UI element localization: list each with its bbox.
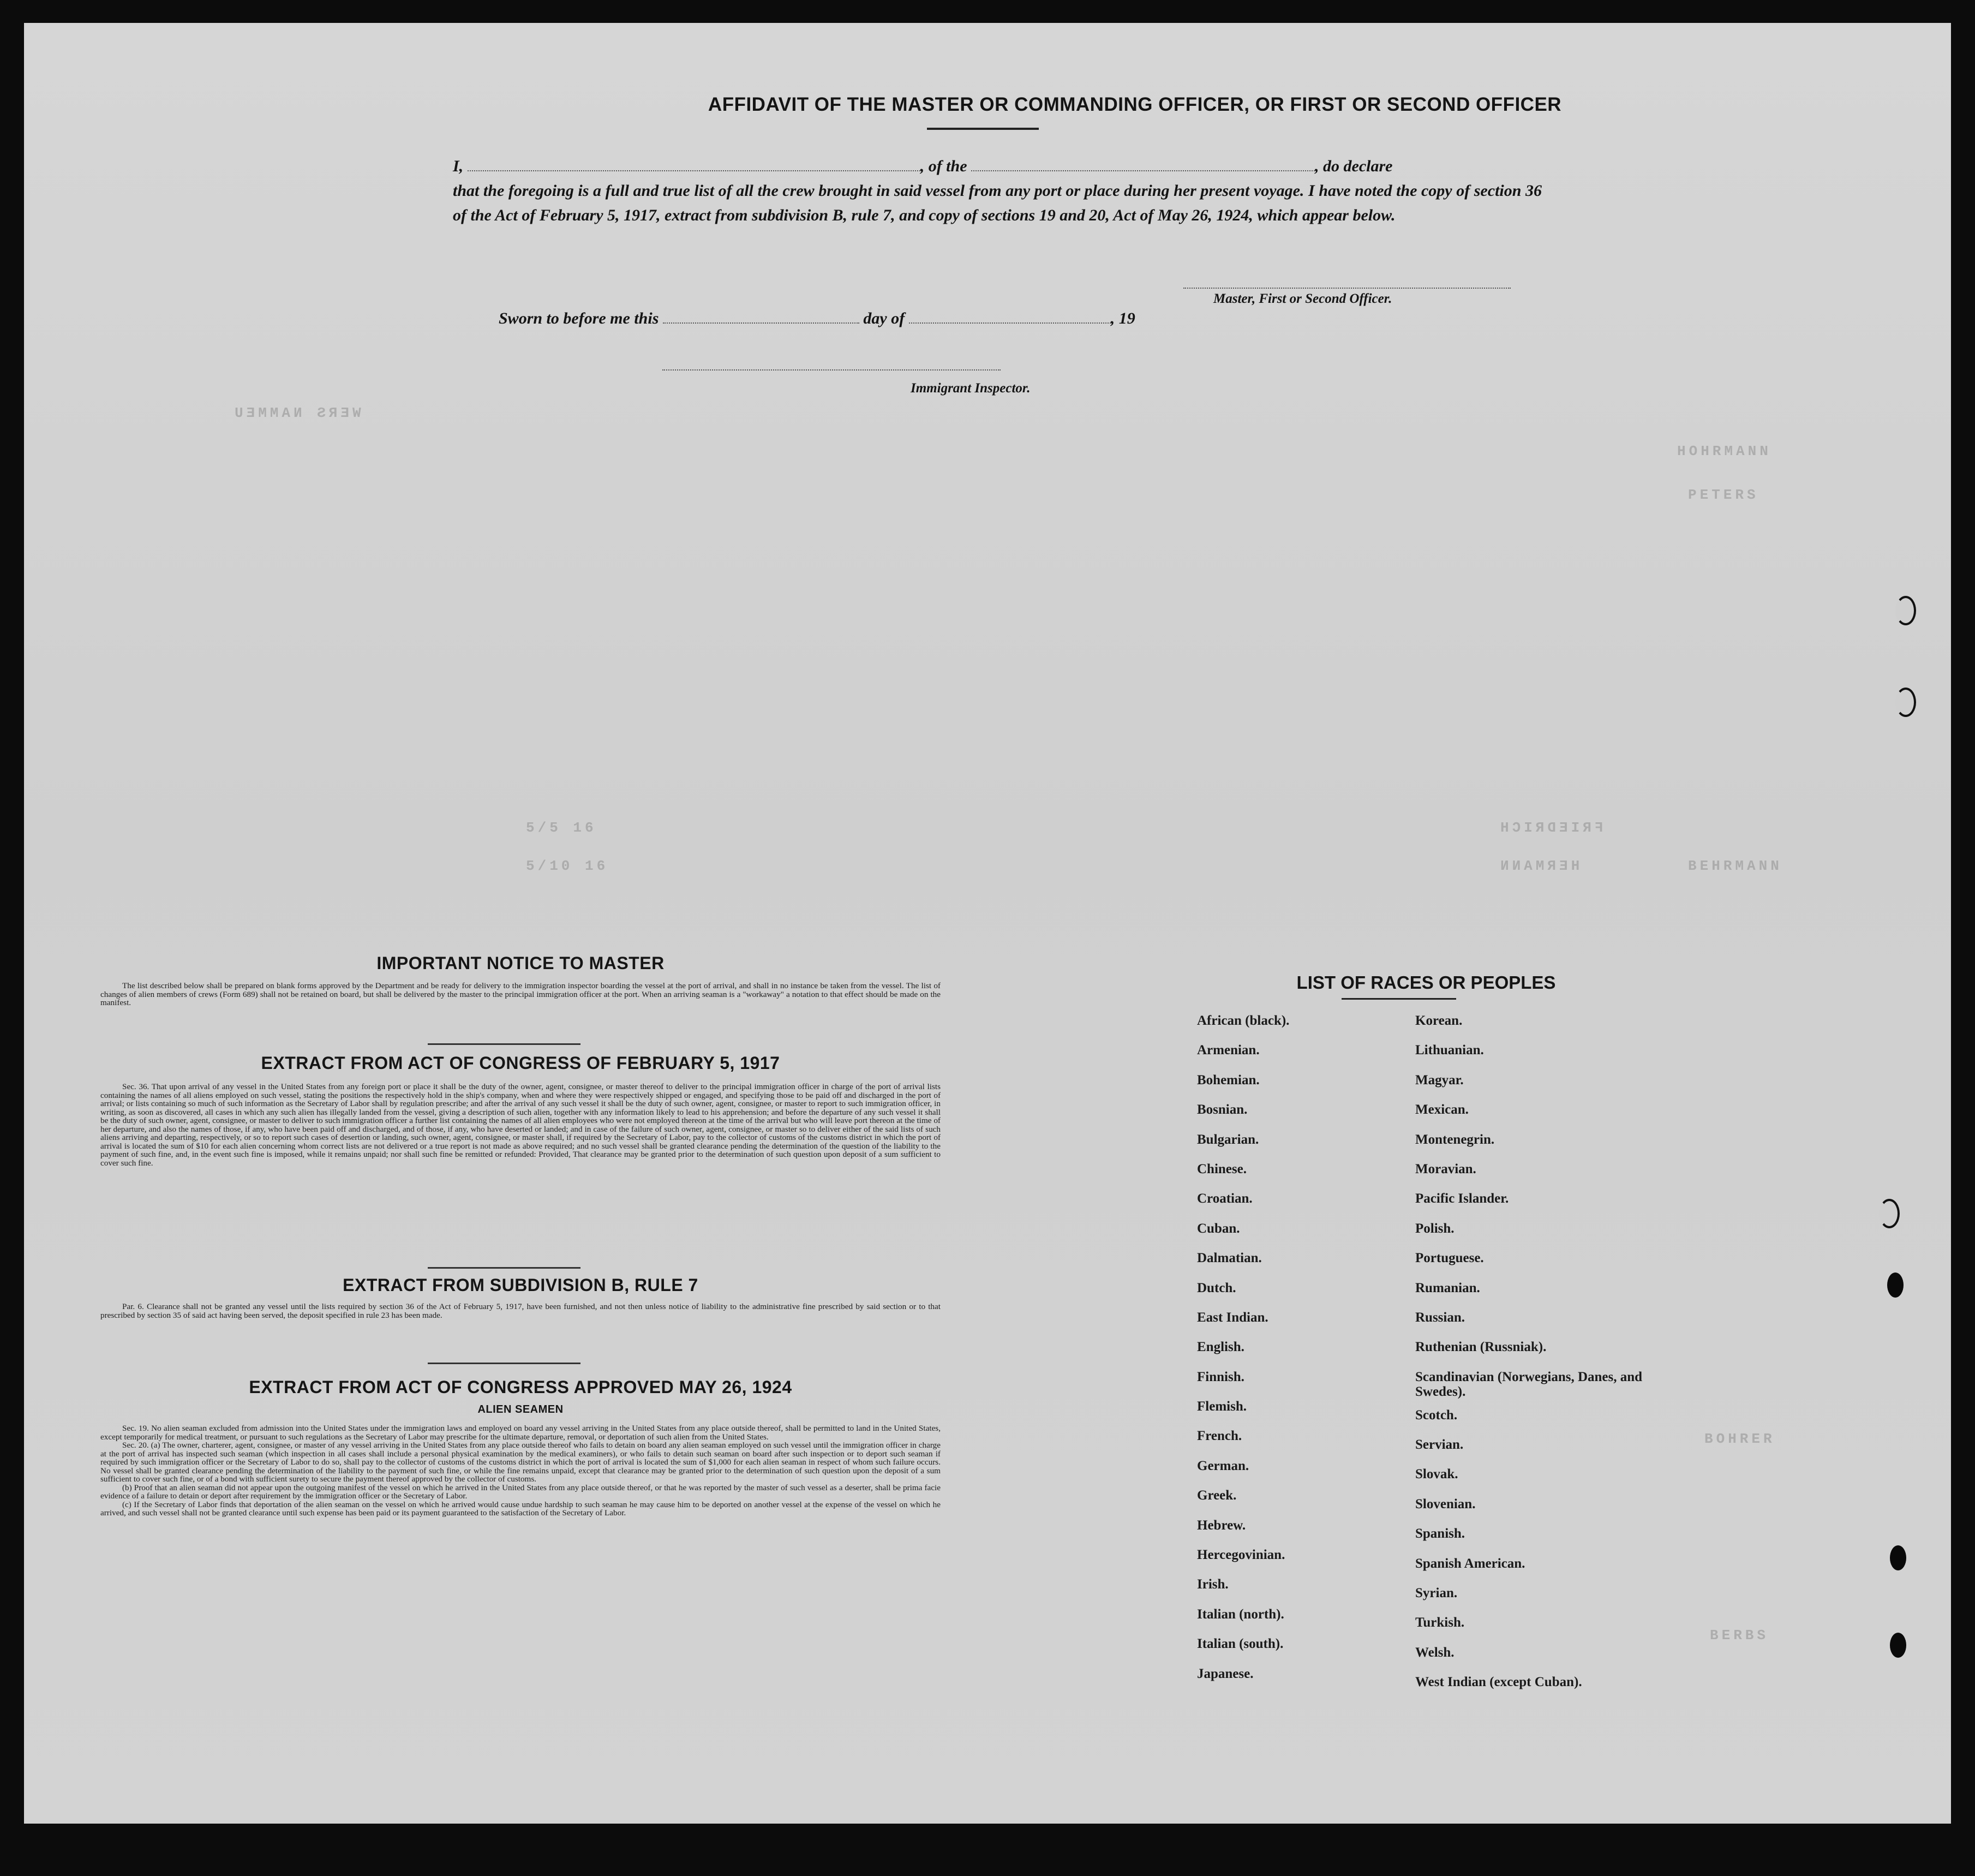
act-1917-text bbox=[100, 1083, 941, 1167]
race-item: Hebrew. bbox=[1197, 1517, 1246, 1533]
sec-19-paragraph: Sec. 19. No alien seaman excluded from admission into the United States under the immigration laws and employed on board any vessel arriving in the United States from any place outside thereof, shall be permitted to land in the United States, except temporarily for medical treatment, or pursuant to such regulations as the Secretary of Labor may prescribe for the ultimate departure, removal, or deportation of such alien from the United States. bbox=[100, 1424, 941, 1442]
race-item: Welsh. bbox=[1415, 1645, 1455, 1660]
race-item: Portuguese. bbox=[1415, 1251, 1484, 1266]
divider bbox=[428, 1043, 580, 1045]
races-left-column bbox=[1197, 1013, 1404, 1696]
sec-20c-paragraph: (c) If the Secretary of Labor finds that deportation of the alien seaman on the vessel on which he arrived would cause undue hardship to such seaman he may cause him to be deported on another vessel at the expense of the vessel on which he arrived, and such vessel shall not be granted clearance until such expense has been paid or its payment guaranteed to the satisfaction of the Secretary of Labor. bbox=[100, 1499, 941, 1517]
bleed-through-text: WERS NAMMEU bbox=[231, 405, 361, 421]
affidavit-body bbox=[453, 154, 1542, 228]
race-item: Pacific Islander. bbox=[1415, 1191, 1509, 1206]
name-blank bbox=[468, 157, 920, 171]
rule-7-paragraph: Par. 6. Clearance shall not be granted any vessel until the lists required by section 36 of the Act of February 5, 1917, have been furnished, and not then unless notice of liability to the administrative fine prescribed by said section or to that prescribed by section 35 of said act having been served, the deposit specified in rule 23 has been made. bbox=[100, 1302, 941, 1320]
divider bbox=[927, 128, 1039, 130]
month-blank bbox=[909, 309, 1111, 324]
race-item: Italian (north). bbox=[1197, 1606, 1284, 1622]
bleed-through-text: 5/10 16 bbox=[526, 858, 609, 874]
bleed-through-text: HOHRMANN bbox=[1677, 443, 1771, 459]
race-item: Greek. bbox=[1197, 1488, 1237, 1503]
alien-seamen-subtitle: ALIEN SEAMEN bbox=[477, 1403, 564, 1415]
sworn-line bbox=[499, 309, 1262, 328]
race-item: Scandinavian (Norwegians, Danes, and Swedes). bbox=[1415, 1369, 1643, 1399]
vessel-blank bbox=[971, 157, 1315, 171]
race-item: Scotch. bbox=[1415, 1407, 1458, 1423]
bleed-through-text: HERMANN bbox=[1497, 858, 1580, 874]
race-item: Dalmatian. bbox=[1197, 1251, 1262, 1266]
bleed-through-text: 5/5 16 bbox=[526, 820, 597, 836]
race-item: Dutch. bbox=[1197, 1280, 1236, 1295]
race-item: Syrian. bbox=[1415, 1586, 1458, 1601]
race-item: Croatian. bbox=[1197, 1191, 1253, 1206]
inspector-label: Immigrant Inspector. bbox=[911, 381, 1031, 396]
act-1924-text bbox=[100, 1424, 941, 1517]
divider bbox=[1342, 998, 1456, 1000]
race-item: Armenian. bbox=[1197, 1043, 1260, 1058]
officer-label: Master, First or Second Officer. bbox=[1213, 291, 1392, 306]
race-item: Flemish. bbox=[1197, 1399, 1247, 1414]
race-item: Ruthenian (Russniak). bbox=[1415, 1340, 1547, 1355]
notice-title: IMPORTANT NOTICE TO MASTER bbox=[376, 953, 665, 973]
rule-7-title: EXTRACT FROM SUBDIVISION B, RULE 7 bbox=[343, 1275, 698, 1295]
race-item: Hercegovinian. bbox=[1197, 1548, 1285, 1563]
race-item: Montenegrin. bbox=[1415, 1132, 1495, 1147]
race-item: Bohemian. bbox=[1197, 1072, 1260, 1088]
race-item: Finnish. bbox=[1197, 1369, 1244, 1384]
race-item: Bosnian. bbox=[1197, 1102, 1248, 1118]
punch-hole bbox=[1890, 1545, 1906, 1570]
sec-20a-paragraph: Sec. 20. (a) The owner, charterer, agent, consignee, or master of any vessel arriving in the United States from any place outside thereof who fails to detain on board any alien seaman employed on such vessel until the immigration officer in charge at the port of arrival has inspected such seaman (which inspection in all cases shall include a personal physical examination by the medical examiners), or who fails to detain such seaman on board after such inspection or to deport such seaman if required by such immigration officer or the Secretary of Labor to do so, shall pay to the collector of customs of the customs district in which the port of arrival is located the sum of $1,000 for each alien seaman in respect of whom such failure occurs. No vessel shall be granted clearance pending the determination of the liability to the payment of such fine, or while the fine remains unpaid, except that clearance may be granted prior to the determination of such question upon the deposit of a sum sufficient to cover such fine, or of a bond with sufficient surety to secure the payment thereof approved by the collector of customs. bbox=[100, 1441, 941, 1484]
race-item: Korean. bbox=[1415, 1013, 1463, 1028]
declaration-line bbox=[453, 154, 1542, 178]
punch-hole bbox=[1890, 1633, 1906, 1658]
bleed-through-text: BEHRMANN bbox=[1688, 858, 1782, 874]
race-item: Cuban. bbox=[1197, 1221, 1240, 1236]
sworn-label: Sworn to before me this bbox=[499, 309, 659, 327]
race-item: Polish. bbox=[1415, 1221, 1455, 1236]
punch-hole bbox=[1895, 688, 1916, 717]
bleed-through-text: PETERS bbox=[1688, 487, 1759, 503]
day-blank bbox=[663, 309, 859, 324]
race-item: Slovak. bbox=[1415, 1467, 1458, 1482]
notice-paragraph: The list described below shall be prepared on blank forms approved by the Department and be ready for delivery to the immigration inspector boarding the vessel at the port of arrival, and shall in no instance be taken from the vessel. The list of changes of alien members of crews (Form 689) shall not be retained on board, but shall be delivered by the master to the principal immigration officer at the port. When an arriving seaman is a "workaway" a notation to that effect should be made on the manifest. bbox=[100, 981, 941, 1007]
of-the-label: , of the bbox=[920, 157, 967, 175]
inspector-signature-line bbox=[662, 369, 1001, 371]
races-right-column bbox=[1415, 1013, 1644, 1705]
notice-text bbox=[100, 982, 941, 1007]
race-item: Spanish. bbox=[1415, 1526, 1465, 1542]
race-item: East Indian. bbox=[1197, 1310, 1268, 1325]
race-item: Chinese. bbox=[1197, 1161, 1247, 1176]
year-label: , 19 bbox=[1110, 309, 1135, 327]
race-item: Moravian. bbox=[1415, 1161, 1476, 1176]
race-item: Magyar. bbox=[1415, 1072, 1464, 1088]
race-item: Japanese. bbox=[1197, 1666, 1254, 1681]
race-item: Mexican. bbox=[1415, 1102, 1469, 1118]
divider bbox=[428, 1267, 580, 1269]
races-title: LIST OF RACES OR PEOPLES bbox=[1296, 972, 1556, 993]
affidavit-title: AFFIDAVIT OF THE MASTER OR COMMANDING OFFICER, OR FIRST OR SECOND OFFICER bbox=[708, 94, 1562, 115]
act-1917-title: EXTRACT FROM ACT OF CONGRESS OF FEBRUARY 5, 1917 bbox=[261, 1053, 780, 1073]
punch-hole bbox=[1887, 1272, 1904, 1298]
race-item: Slovenian. bbox=[1415, 1496, 1476, 1511]
i-label: I, bbox=[453, 157, 464, 175]
race-item: West Indian (except Cuban). bbox=[1415, 1675, 1582, 1690]
act-1917-paragraph: Sec. 36. That upon arrival of any vessel in the United States from any foreign port or place it shall be the duty of the owner, agent, consignee, or master thereof to deliver to the principal immigration officer in charge of the port of arrival lists containing the names of all aliens employed on such vessel, stating the positions the respectively hold in the ship's company, when and where they were respectively shipped or engaged, and specifying those to be paid off and discharged in the port of arrival; or lists containing so much of such information as the Secretary of Labor shall by regulation prescribe; and after the arrival of any such vessel it shall be the duty of such owner, agent, consignee, or master to report to such immigration officer, in writing, as soon as discovered, all cases in which any such alien has illegally landed from the vessel, giving a description of such alien, together with any information likely to lead to his apprehension; and before the departure of any such vessel it shall be the duty of such owner, agent, consignee, or master to deliver to such immigration officer a further list containing the names of all alien employees who were not employed thereon at the time of the arrival but who will leave port thereon at the time of her departure, and also the names of those, if any, who have been paid off and discharged, and of those, if any, who have deserted or landed; and in case of the failure of such owner, agent, consignee, or master so to deliver either of the said lists of such aliens arriving and departing, respectively, or so to report such cases of desertion or landing, such owner, agent, consignee, or master shall, if required by the Secretary of Labor, pay to the collector of customs of the customs district in which the port of arrival is located the sum of $10 for each alien concerning whom correct lists are not delivered or a true report is not made as above required; and no such vessel shall be granted clearance pending the determination of the question of the liability to the payment of such fine, and, in the event such fine is imposed, while it remains unpaid; nor shall such fine be remitted or refunded: Provided, That clearance may be granted prior to the determination of such question upon deposit of a sum sufficient to cover such fine. bbox=[100, 1082, 941, 1168]
divider bbox=[428, 1363, 580, 1364]
bleed-through-text: BERBS bbox=[1710, 1627, 1769, 1644]
race-item: Turkish. bbox=[1415, 1615, 1465, 1630]
bleed-through-text: FRIEDRICH bbox=[1497, 820, 1603, 836]
document-page bbox=[24, 23, 1951, 1824]
race-item: Russian. bbox=[1415, 1310, 1465, 1325]
punch-hole bbox=[1879, 1199, 1900, 1228]
officer-signature-line bbox=[1183, 288, 1511, 289]
race-item: Lithuanian. bbox=[1415, 1043, 1484, 1058]
race-item: English. bbox=[1197, 1340, 1244, 1355]
bleed-through-text: BOHRER bbox=[1704, 1431, 1775, 1447]
day-of-label: day of bbox=[863, 309, 905, 327]
act-1924-title: EXTRACT FROM ACT OF CONGRESS APPROVED MAY 26, 1924 bbox=[249, 1377, 792, 1397]
race-item: Spanish American. bbox=[1415, 1556, 1525, 1571]
affidavit-text: that the foregoing is a full and true list of all the crew brought in said vessel from any port or place during her present voyage. I have noted the copy of section 36 of the Act of February 5, 1917, extract from subdivision B, rule 7, and copy of sections 19 and 20, Act of May 26, 1924, which appear below. bbox=[453, 182, 1542, 224]
do-declare-label: , do declare bbox=[1315, 157, 1393, 175]
race-item: Italian (south). bbox=[1197, 1636, 1284, 1652]
race-item: German. bbox=[1197, 1458, 1249, 1473]
punch-hole bbox=[1895, 596, 1916, 625]
race-item: African (black). bbox=[1197, 1013, 1290, 1028]
sec-20b-paragraph: (b) Proof that an alien seaman did not appear upon the outgoing manifest of the vessel on which he arrived in the United States from any place outside thereof, or that he was reported by the master of such vessel as a deserter, shall be prima facie evidence of a failure to detain or deport after requirement by the immigration officer or the Secretary of Labor. bbox=[100, 1483, 941, 1501]
race-item: French. bbox=[1197, 1429, 1242, 1444]
race-item: Bulgarian. bbox=[1197, 1132, 1259, 1147]
rule-7-text bbox=[100, 1303, 941, 1319]
race-item: Servian. bbox=[1415, 1437, 1464, 1453]
race-item: Irish. bbox=[1197, 1577, 1229, 1592]
race-item: Rumanian. bbox=[1415, 1280, 1480, 1295]
